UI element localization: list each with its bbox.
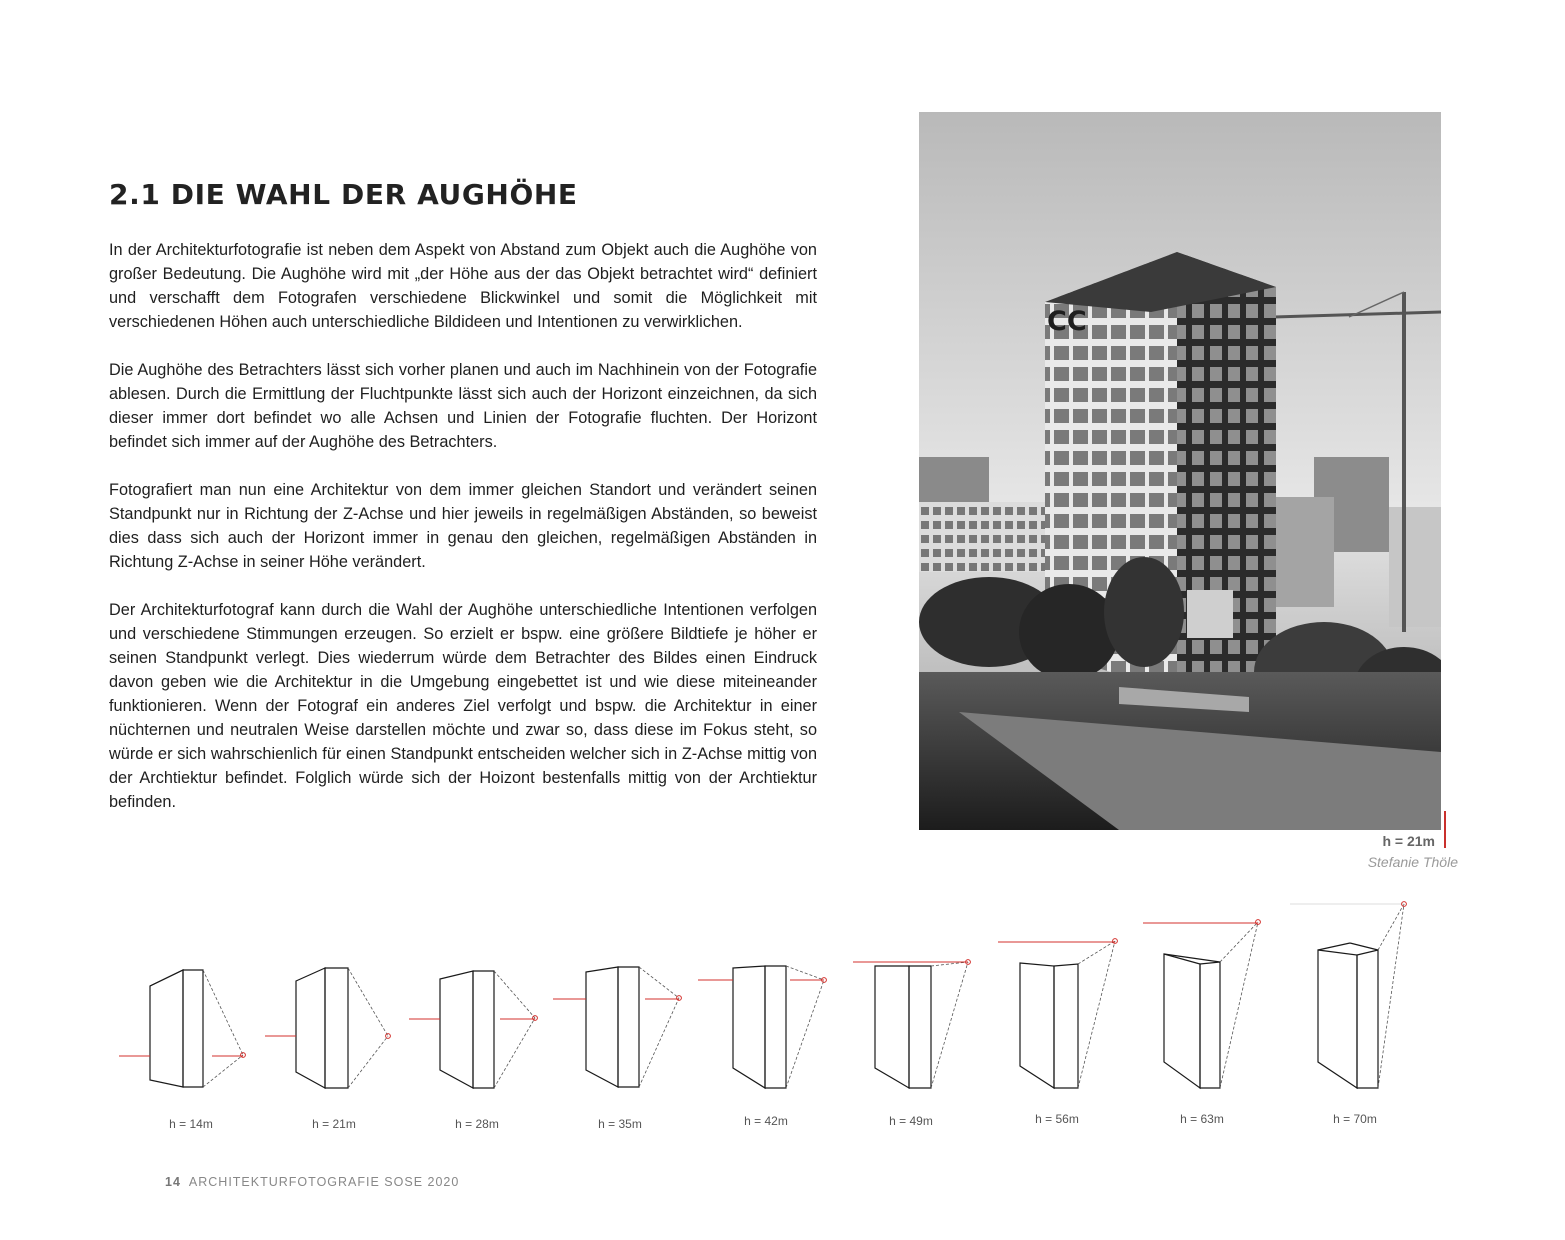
- photo-credit: Stefanie Thöle: [1367, 854, 1458, 870]
- height-label: h = 14m: [169, 1117, 213, 1131]
- paragraph: In der Architekturfotografie ist neben dem Aspekt von Abstand zum Objekt auch die Aughöhe von großer Bedeutung. Die Aughöhe wird mit „der Höhe aus der das Objekt betrachtet wird“ definiert und verschafft dem Fotografen verschiedene Blickwinkel und somit die Möglichkeit mit verschiedenen Höhen auch unterschiedliche Bildideen und Intentionen zu verwirklichen.: [109, 241, 817, 331]
- height-label: h = 63m: [1180, 1112, 1224, 1126]
- height-label: h = 70m: [1333, 1112, 1377, 1126]
- footer-title: ARCHITEKTURFOTOGRAFIE SOSE 2020: [188, 1175, 460, 1189]
- building-sketch-42m: [733, 966, 824, 1088]
- building-sketch-21m: [296, 968, 388, 1088]
- building-sketch-70m: [1318, 904, 1404, 1088]
- building-sketch-49m: [875, 962, 968, 1088]
- building-photo: [919, 112, 1441, 830]
- page-footer: [165, 1175, 459, 1189]
- page-number: 14: [165, 1175, 181, 1189]
- paragraph: Die Aughöhe des Betrachters lässt sich vorher planen und auch im Nachhinein von der Fotografie ablesen. Durch die Ermittlung der Fluchtpunkte lässt sich auch der Horizont einzeichnen, da sich dieser immer dort befindet wo alle Achsen und Linien der Fotografie fluchten. Der Horizont befindet sich immer auf der Aughöhe des Betrachters.: [109, 361, 817, 451]
- building-sketch-35m: [586, 967, 679, 1087]
- height-label: h = 21m: [312, 1117, 356, 1131]
- building-sketch-14m: [150, 970, 243, 1087]
- building-sketch-56m: [1020, 941, 1115, 1088]
- height-label: h = 28m: [455, 1117, 499, 1131]
- building-logo: CC: [1047, 306, 1087, 337]
- height-label: h = 35m: [598, 1117, 642, 1131]
- paragraph: Der Architekturfotograf kann durch die Wahl der Aughöhe unterschiedliche Intentionen verfolgen und verschiedene Stimmungen erzeugen. So erzielt er bspw. eine größere Bildtiefe je höher er seinen Standpunkt verlegt. Dies wiederrum würde dem Betrachter des Bildes einen Eindruck davon geben wie die Architektur in die Umgebung eingebettet ist und wie diese miteineander funktionieren. Wenn der Fotograf ein anderes Ziel verfolgt und bspw. die Architektur in einer nüchternen und neutralen Weise darstellen möchte und zwar so, dass diese im Fokus steht, so würde er sich wahrschienlich für einen Standpunkt entscheiden welcher sich in Z-Achse mittig von der Archtiektur befindet. Folglich würde sich der Hoizont bestenfalls mittig von der Archtiektur befinden.: [109, 601, 817, 811]
- building-sketch-63m: [1164, 922, 1258, 1088]
- horizon-lines: [119, 902, 1406, 1058]
- height-label: h = 56m: [1035, 1112, 1079, 1126]
- page-title: 2.1 DIE WAHL DER AUGHÖHE: [109, 178, 578, 211]
- height-label: h = 42m: [744, 1114, 788, 1128]
- height-label: h = 49m: [889, 1114, 933, 1128]
- paragraph: Fotografiert man nun eine Architektur von dem immer gleichen Standort und verändert seinen Standpunkt nur in Richtung der Z-Achse und hier jeweils in regelmäßigen Abständen, so beweist dies dass sich auch der Horizont immer in genau den gleichen, regelmäßigen Abständen in Richtung Z-Achse in seiner Höhe verändert.: [109, 481, 817, 571]
- height-marker: [1444, 811, 1446, 848]
- photo-height-label: h = 21m: [1382, 833, 1435, 849]
- eye-height-diagram: [0, 880, 1565, 1110]
- body-text: [109, 238, 817, 838]
- building-sketch-28m: [440, 971, 535, 1088]
